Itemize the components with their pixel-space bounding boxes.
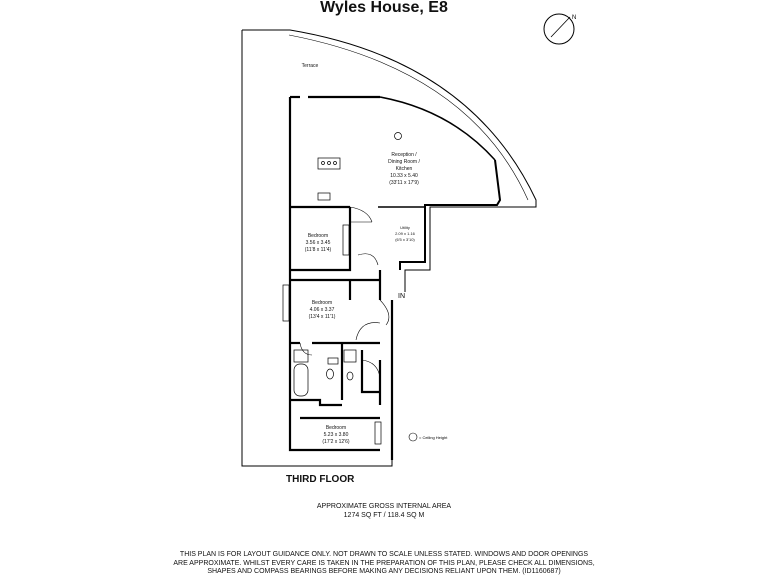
bedroom2-imperial: (13'4 x 11'1): [308, 314, 336, 320]
shower-tray-icon: [344, 350, 356, 362]
utility-label: Utility: [400, 225, 410, 230]
bedroom1-imperial: (11'8 x 11'4): [304, 247, 332, 253]
bathroom-fittings: [294, 350, 356, 396]
bedroom2-metric: 4.06 x 3.37: [309, 307, 335, 313]
bedroom1-label: Bedroom: [307, 233, 329, 239]
wardrobes: [283, 225, 381, 444]
entrance-label: IN: [398, 293, 405, 300]
utility-metric: 2.09 x 1.16: [395, 231, 415, 236]
terrace-label: Terrace: [301, 63, 319, 69]
area-value: 1274 SQ FT / 118.4 SQ M: [343, 512, 425, 519]
basin-icon: [328, 358, 338, 364]
ceiling-height-label: = Ceiling Height: [419, 435, 448, 440]
dining-table-icon: [395, 133, 402, 140]
reception-label-line3: Kitchen: [395, 166, 413, 172]
reception-label-line1: Reception /: [391, 152, 417, 158]
compass-needle-icon: [551, 17, 570, 37]
ceiling-height-legend: [409, 433, 448, 441]
terrace-outline: [242, 30, 536, 466]
compass-north-label: N: [572, 15, 577, 21]
sink-icon: [318, 193, 330, 200]
ceiling-height-icon: [409, 433, 417, 441]
disclaimer-line2: ARE APPROXIMATE. WHILST EVERY CARE IS TAKEN IN THE PREPARATION OF THIS PLAN, PLEASE CHECK ALL DIMENSIONS,: [173, 559, 595, 567]
disclaimer-line1: THIS PLAN IS FOR LAYOUT GUIDANCE ONLY. NOT DRAWN TO SCALE UNLESS STATED. WINDOWS AND DOOR OPENINGS: [179, 551, 589, 558]
bathtub-icon: [294, 364, 308, 396]
reception-imperial: (33'11 x 17'9): [389, 180, 419, 186]
utility-imperial: (6'5 x 3'10): [395, 237, 415, 242]
shower-icon: [294, 350, 308, 362]
disclaimer: [170, 551, 598, 577]
toilet-icon-2: [347, 372, 353, 380]
reception-metric: 10.33 x 5.40: [390, 173, 418, 179]
bedroom2-label: Bedroom: [311, 300, 333, 306]
kitchen-fittings: [318, 133, 402, 201]
toilet-icon: [327, 369, 334, 379]
bedroom3-label: Bedroom: [325, 425, 347, 431]
bedroom3-imperial: (17'2 x 12'6): [322, 439, 350, 445]
bedroom1-metric: 3.56 x 3.45: [305, 240, 331, 246]
area-title: APPROXIMATE GROSS INTERNAL AREA: [316, 503, 452, 510]
floor-label: THIRD FLOOR: [286, 474, 355, 485]
plan-title: Wyles House, E8: [320, 0, 448, 16]
bedroom3-metric: 5.23 x 3.80: [323, 432, 349, 438]
disclaimer-line3: SHAPES AND COMPASS BEARINGS BEFORE MAKING ANY DECISIONS RELIANT UPON THEM. (ID1160687): [207, 568, 561, 575]
reception-label-line2: Dining Room /: [388, 159, 420, 165]
compass: [544, 14, 576, 44]
